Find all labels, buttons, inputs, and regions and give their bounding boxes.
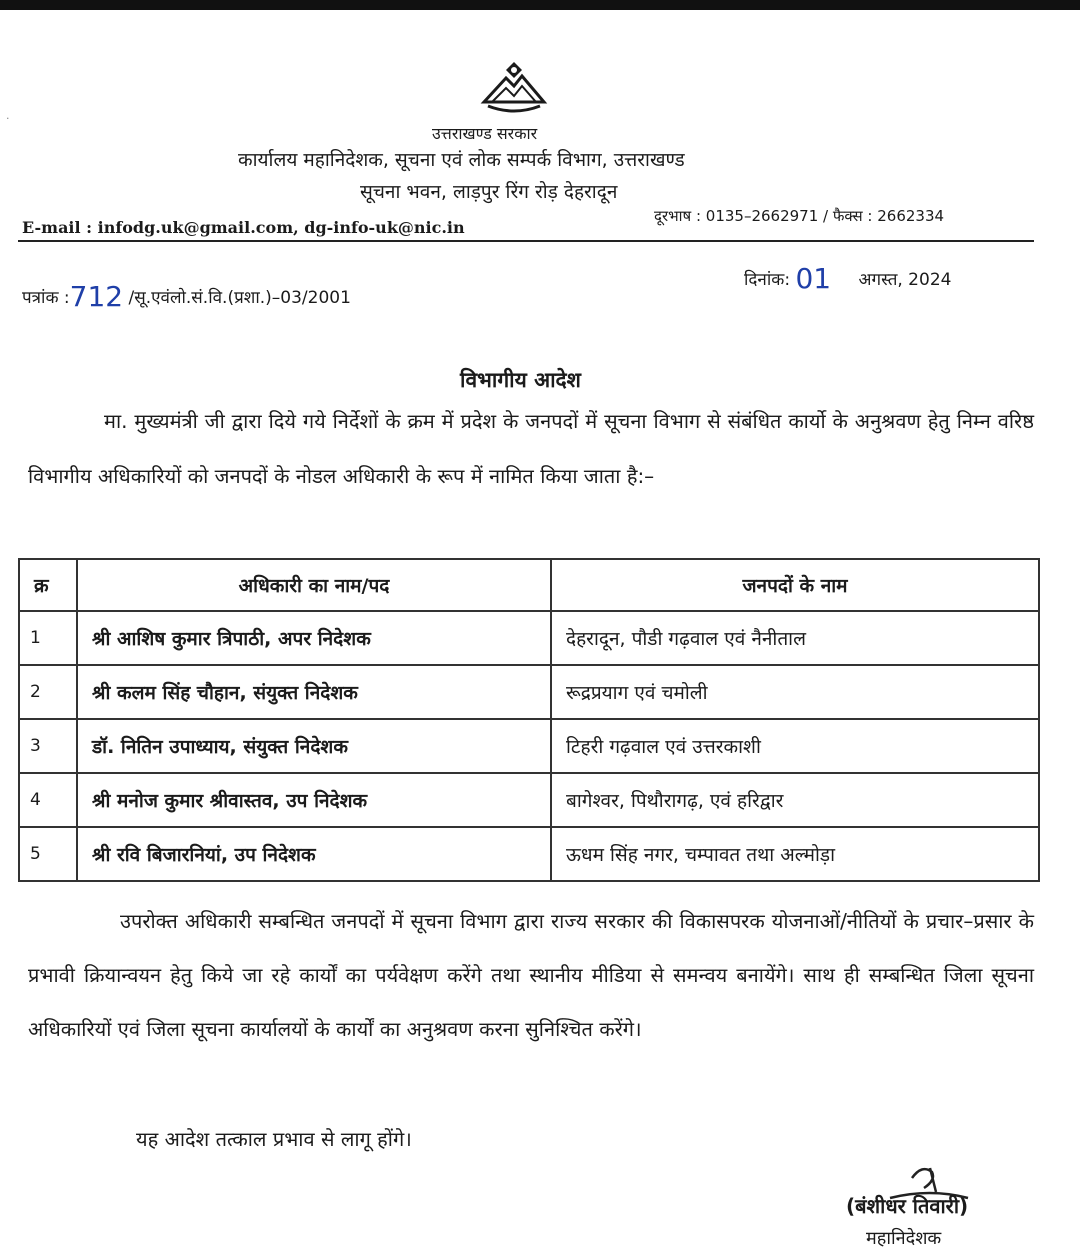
order-closing-line: यह आदेश तत्काल प्रभाव से लागू होंगे।	[136, 1127, 412, 1151]
table-row	[19, 827, 1039, 881]
row-serial: 2	[19, 665, 77, 719]
table-row	[19, 719, 1039, 773]
letter-reference	[22, 280, 351, 313]
reference-code: /सू.एवंलो.सं.वि.(प्रशा.)–03/2001	[128, 288, 351, 308]
row-officer: श्री रवि बिजारनियां, उप निदेशक	[77, 827, 551, 881]
letter-date	[744, 262, 951, 295]
email-line: E-mail : infodg.uk@gmail.com, dg-info-uk@nic.in	[22, 218, 465, 237]
row-serial: 4	[19, 773, 77, 827]
uttarakhand-emblem-icon	[478, 58, 550, 118]
row-districts: देहरादून, पौडी गढ़वाल एवं नैनीताल	[551, 611, 1039, 665]
government-name: उत्तराखण्ड सरकार	[432, 124, 538, 143]
office-address: सूचना भवन, लाड़पुर रिंग रोड़ देहरादून	[360, 181, 618, 203]
table-row	[19, 665, 1039, 719]
row-officer: श्री आशिष कुमार त्रिपाठी, अपर निदेशक	[77, 611, 551, 665]
reference-number: 712	[69, 280, 124, 313]
phone-fax-line: दूरभाष : 0135–2662971 / फैक्स : 2662334	[654, 207, 945, 225]
row-districts: रूद्रप्रयाग एवं चमोली	[551, 665, 1039, 719]
row-serial: 5	[19, 827, 77, 881]
top-border	[0, 0, 1080, 10]
row-officer: श्री मनोज कुमार श्रीवास्तव, उप निदेशक	[77, 773, 551, 827]
signatory-designation: महानिदेशक	[866, 1228, 942, 1249]
header-divider	[18, 240, 1034, 242]
date-day: 01	[795, 262, 832, 295]
row-serial: 3	[19, 719, 77, 773]
date-label: दिनांक:	[744, 270, 791, 290]
signatory-name: (बंशीधर तिवारी)	[846, 1194, 969, 1218]
scan-speck: ·	[6, 112, 10, 125]
row-officer: डॉ. नितिन उपाध्याय, संयुक्त निदेशक	[77, 719, 551, 773]
row-officer: श्री कलम सिंह चौहान, संयुक्त निदेशक	[77, 665, 551, 719]
row-serial: 1	[19, 611, 77, 665]
office-name: कार्यालय महानिदेशक, सूचना एवं लोक सम्पर्क विभाग, उत्तराखण्ड	[238, 149, 685, 171]
table-header-row	[19, 559, 1039, 611]
table-row	[19, 773, 1039, 827]
row-districts: टिहरी गढ़वाल एवं उत्तरकाशी	[551, 719, 1039, 773]
order-body-paragraph: उपरोक्त अधिकारी सम्बन्धित जनपदों में सूचना विभाग द्वारा राज्य सरकार की विकासपरक योजनाओं/नीतियों के प्रचार–प्रसार के प्रभावी क्रियान्वयन हेतु किये जा रहे कार्यों का पर्यवेक्षण करेंगे तथा स्थानीय मीडिया से समन्वय बनायेंगे। साथ ही सम्बन्धित जिला सूचना अधिकारियों एवं जिला सूचना कार्यालयों के कार्यों का अनुश्रवण करना सुनिश्चित करेंगे।	[28, 909, 1034, 1041]
table-row	[19, 611, 1039, 665]
order-title: विभागीय आदेश	[460, 368, 581, 392]
row-districts: ऊधम सिंह नगर, चम्पावत तथा अल्मोड़ा	[551, 827, 1039, 881]
date-month-year: अगस्त, 2024	[858, 270, 952, 290]
column-header-serial: क्र	[19, 559, 77, 611]
nodal-officers-table	[18, 558, 1040, 882]
column-header-districts: जनपदों के नाम	[551, 559, 1039, 611]
column-header-officer: अधिकारी का नाम/पद	[77, 559, 551, 611]
row-districts: बागेश्वर, पिथौरागढ़, एवं हरिद्वार	[551, 773, 1039, 827]
reference-label: पत्रांक :	[22, 288, 70, 308]
order-intro-paragraph: मा. मुख्यमंत्री जी द्वारा दिये गये निर्देशों के क्रम में प्रदेश के जनपदों में सूचना विभाग से संबंधित कार्यो के अनुश्रवण हेतु निम्न वरिष्ठ विभागीय अधिकारियों को जनपदों के नोडल अधिकारी के रूप में नामित किया जाता है:–	[28, 409, 1034, 488]
